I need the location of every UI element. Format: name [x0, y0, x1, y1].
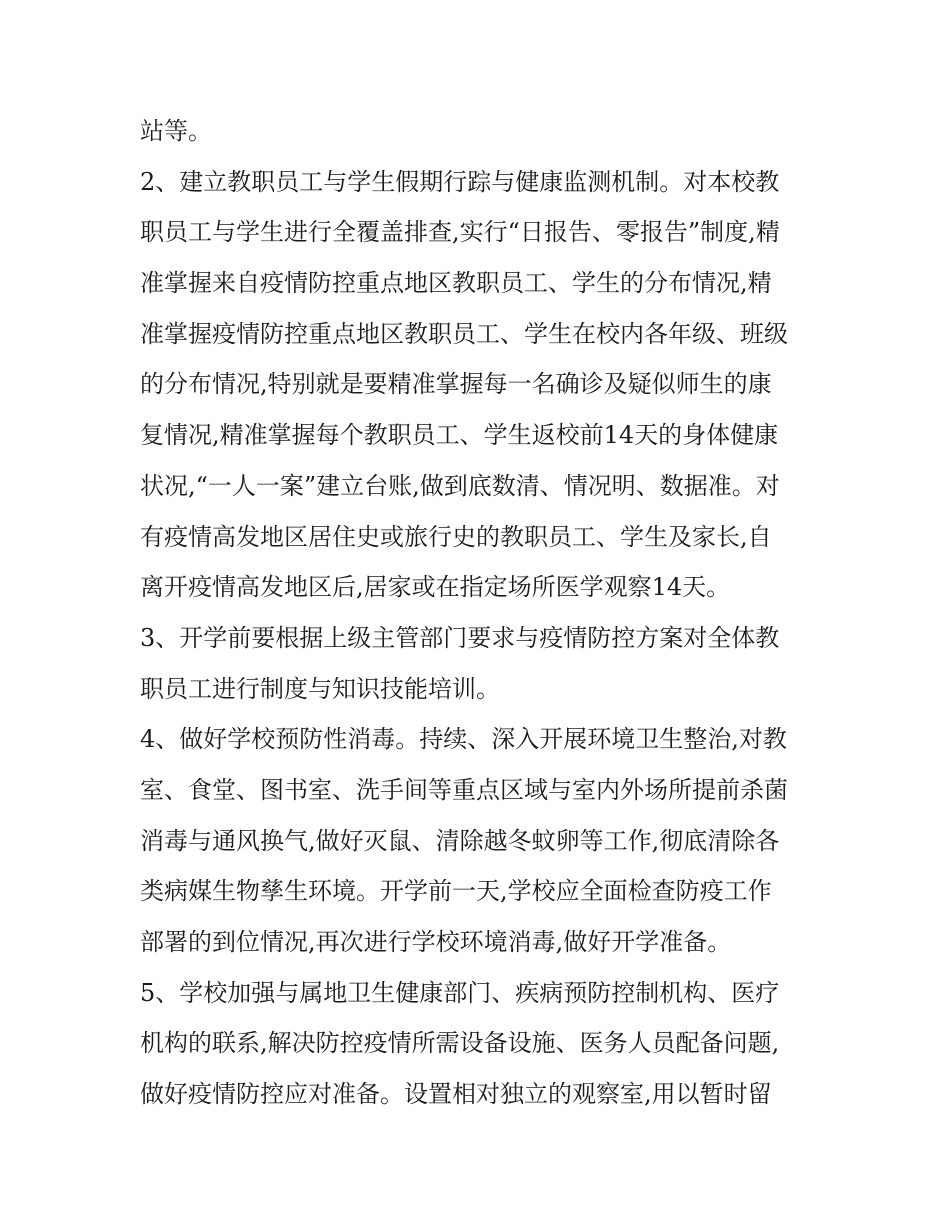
text-line: 5、学校加强与属地卫生健康部门、疾病预防控制机构、医疗 [140, 978, 780, 1007]
text-line: 部署的到位情况,再次进行学校环境消毒,做好开学准备。 [140, 928, 732, 956]
text-line: 做好疫情防控应对准备。设置相对独立的观察室,用以暂时留 [140, 1080, 772, 1109]
text-line: 类病媒生物孳生环境。开学前一天,学校应全面检查防疫工作 [140, 877, 772, 906]
body-text [140, 106, 820, 1120]
text-line: 的分布情况,特别就是要精准掌握每一名确诊及疑似师生的康 [140, 370, 772, 399]
text-line: 复情况,精准掌握每个教职员工、学生返校前14天的身体健康 [140, 421, 779, 450]
text-line: 4、做好学校预防性消毒。持续、深入开展环境卫生整治,对教 [140, 725, 787, 754]
text-line: 准掌握疫情防控重点地区教职员工、学生在校内各年级、班级 [140, 319, 788, 348]
text-line: 2、建立教职员工与学生假期行踪与健康监测机制。对本校教 [140, 167, 780, 196]
text-line: 职员工进行制度与知识技能培训。 [140, 674, 500, 703]
text-line: 状况,“一人一案”建立台账,做到底数清、情况明、数据准。对 [140, 471, 780, 500]
text-line: 准掌握来自疫情防控重点地区教职员工、学生的分布情况,精 [140, 269, 772, 298]
text-line: 室、食堂、图书室、洗手间等重点区域与室内外场所提前杀菌 [140, 775, 788, 804]
text-line: 有疫情高发地区居住史或旅行史的教职员工、学生及家长,自 [140, 522, 772, 551]
text-line: 离开疫情高发地区后,居家或在指定场所医学观察14天。 [140, 573, 731, 602]
text-line: 职员工与学生进行全覆盖排查,实行“日报告、零报告”制度,精 [140, 218, 780, 247]
text-line: 3、开学前要根据上级主管部门要求与疫情防控方案对全体教 [140, 623, 780, 652]
text-line: 站等。 [140, 117, 212, 145]
text-line: 机构的联系,解决防控疫情所需设备设施、医务人员配备问题, [140, 1029, 780, 1058]
text-line: 消毒与通风换气,做好灭鼠、清除越冬蚊卵等工作,彻底清除各 [140, 826, 780, 855]
